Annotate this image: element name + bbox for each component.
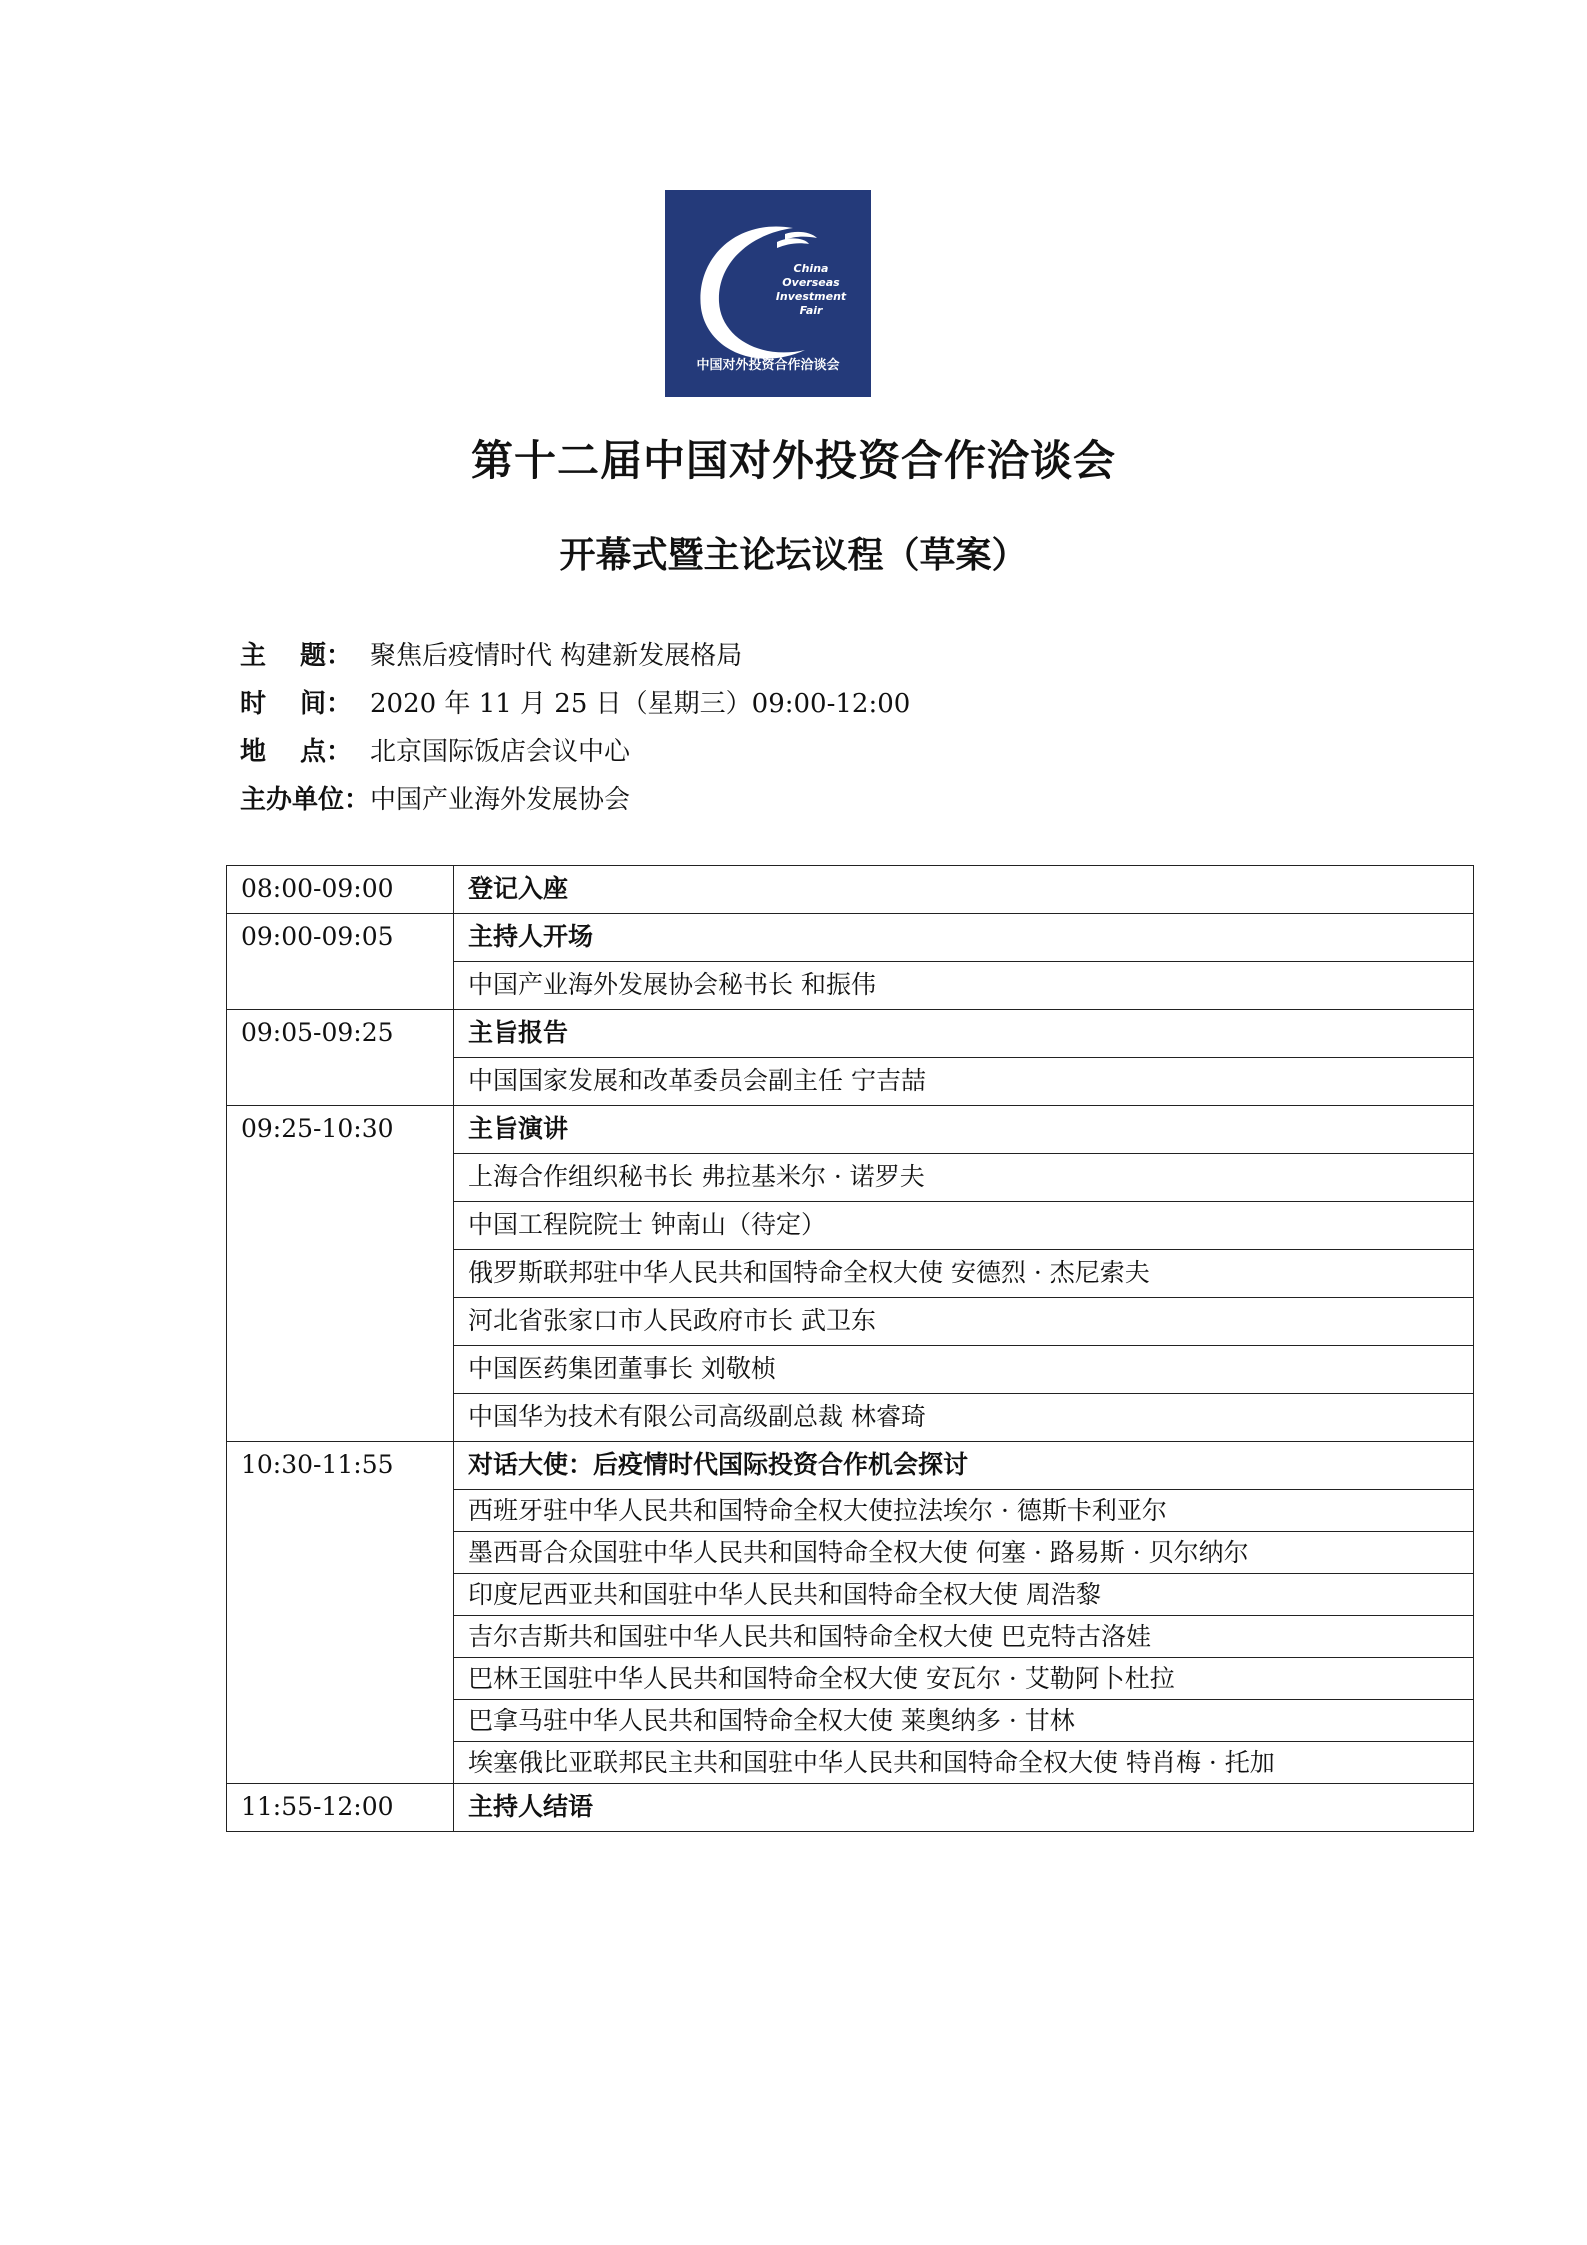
- info-value-place: 北京国际饭店会议中心: [370, 737, 631, 767]
- agenda-speaker: 中国国家发展和改革委员会副主任 宁吉喆: [454, 1058, 1474, 1106]
- agenda-row: [227, 1442, 1474, 1490]
- agenda-speaker: 吉尔吉斯共和国驻中华人民共和国特命全权大使 巴克特古洛娃: [454, 1616, 1474, 1658]
- agenda-time: 10:30-11:55: [227, 1442, 454, 1784]
- info-label-host: 主办单位：: [240, 785, 371, 815]
- info-row-theme: [240, 632, 910, 680]
- info-row-host: [240, 776, 910, 824]
- info-row-time: [240, 680, 910, 728]
- info-value-theme: 聚焦后疫情时代 构建新发展格局: [370, 641, 743, 671]
- agenda-speaker: 中国华为技术有限公司高级副总裁 林睿琦: [454, 1394, 1474, 1442]
- info-value-time: 2020 年 11 月 25 日（星期三）09:00-12:00: [370, 689, 911, 719]
- agenda-speaker: 上海合作组织秘书长 弗拉基米尔 · 诺罗夫: [454, 1154, 1474, 1202]
- agenda-session-title: 对话大使：后疫情时代国际投资合作机会探讨: [454, 1442, 1474, 1490]
- agenda-row: [227, 914, 1474, 962]
- info-label-place: 地 点：: [240, 737, 352, 767]
- agenda-session-title: 主持人开场: [454, 914, 1474, 962]
- agenda-speaker: 埃塞俄比亚联邦民主共和国驻中华人民共和国特命全权大使 特肖梅 · 托加: [454, 1742, 1474, 1784]
- agenda-time: 08:00-09:00: [227, 866, 454, 914]
- agenda-row: [227, 866, 1474, 914]
- agenda-session-title: 主持人结语: [454, 1784, 1474, 1832]
- agenda-time: 09:00-09:05: [227, 914, 454, 1010]
- page-subtitle: 开幕式暨主论坛议程（草案）: [559, 534, 1028, 576]
- agenda-speaker: 西班牙驻中华人民共和国特命全权大使拉法埃尔 · 德斯卡利亚尔: [454, 1490, 1474, 1532]
- fair-logo: [665, 190, 871, 397]
- agenda-speaker: 中国产业海外发展协会秘书长 和振伟: [454, 962, 1474, 1010]
- logo-english-text: China Overseas Investment Fair: [775, 262, 847, 317]
- agenda-time: 11:55-12:00: [227, 1784, 454, 1832]
- agenda-time: 09:25-10:30: [227, 1106, 454, 1442]
- agenda-row: [227, 1784, 1474, 1832]
- info-row-place: [240, 728, 910, 776]
- agenda-row: [227, 1106, 1474, 1154]
- agenda-row: [227, 1010, 1474, 1058]
- agenda-session-title: 主旨报告: [454, 1010, 1474, 1058]
- agenda-speaker: 中国医药集团董事长 刘敬桢: [454, 1346, 1474, 1394]
- agenda-speaker: 中国工程院院士 钟南山（待定）: [454, 1202, 1474, 1250]
- agenda-time: 09:05-09:25: [227, 1010, 454, 1106]
- agenda-session-title: 主旨演讲: [454, 1106, 1474, 1154]
- agenda-speaker: 河北省张家口市人民政府市长 武卫东: [454, 1298, 1474, 1346]
- event-info: [240, 632, 910, 824]
- info-label-theme: 主 题：: [240, 641, 352, 671]
- agenda-speaker: 巴拿马驻中华人民共和国特命全权大使 莱奥纳多 · 甘林: [454, 1700, 1474, 1742]
- agenda-session-title: 登记入座: [454, 866, 1474, 914]
- logo-chinese-text: 中国对外投资合作洽谈会: [696, 358, 840, 373]
- info-label-time: 时 间：: [240, 689, 352, 719]
- agenda-speaker: 俄罗斯联邦驻中华人民共和国特命全权大使 安德烈 · 杰尼索夫: [454, 1250, 1474, 1298]
- agenda-table: [226, 865, 1474, 1832]
- agenda-speaker: 巴林王国驻中华人民共和国特命全权大使 安瓦尔 · 艾勒阿卜杜拉: [454, 1658, 1474, 1700]
- info-value-host: 中国产业海外发展协会: [370, 785, 631, 815]
- agenda-speaker: 墨西哥合众国驻中华人民共和国特命全权大使 何塞 · 路易斯 · 贝尔纳尔: [454, 1532, 1474, 1574]
- agenda-speaker: 印度尼西亚共和国驻中华人民共和国特命全权大使 周浩黎: [454, 1574, 1474, 1616]
- page-title: 第十二届中国对外投资合作洽谈会: [470, 436, 1116, 485]
